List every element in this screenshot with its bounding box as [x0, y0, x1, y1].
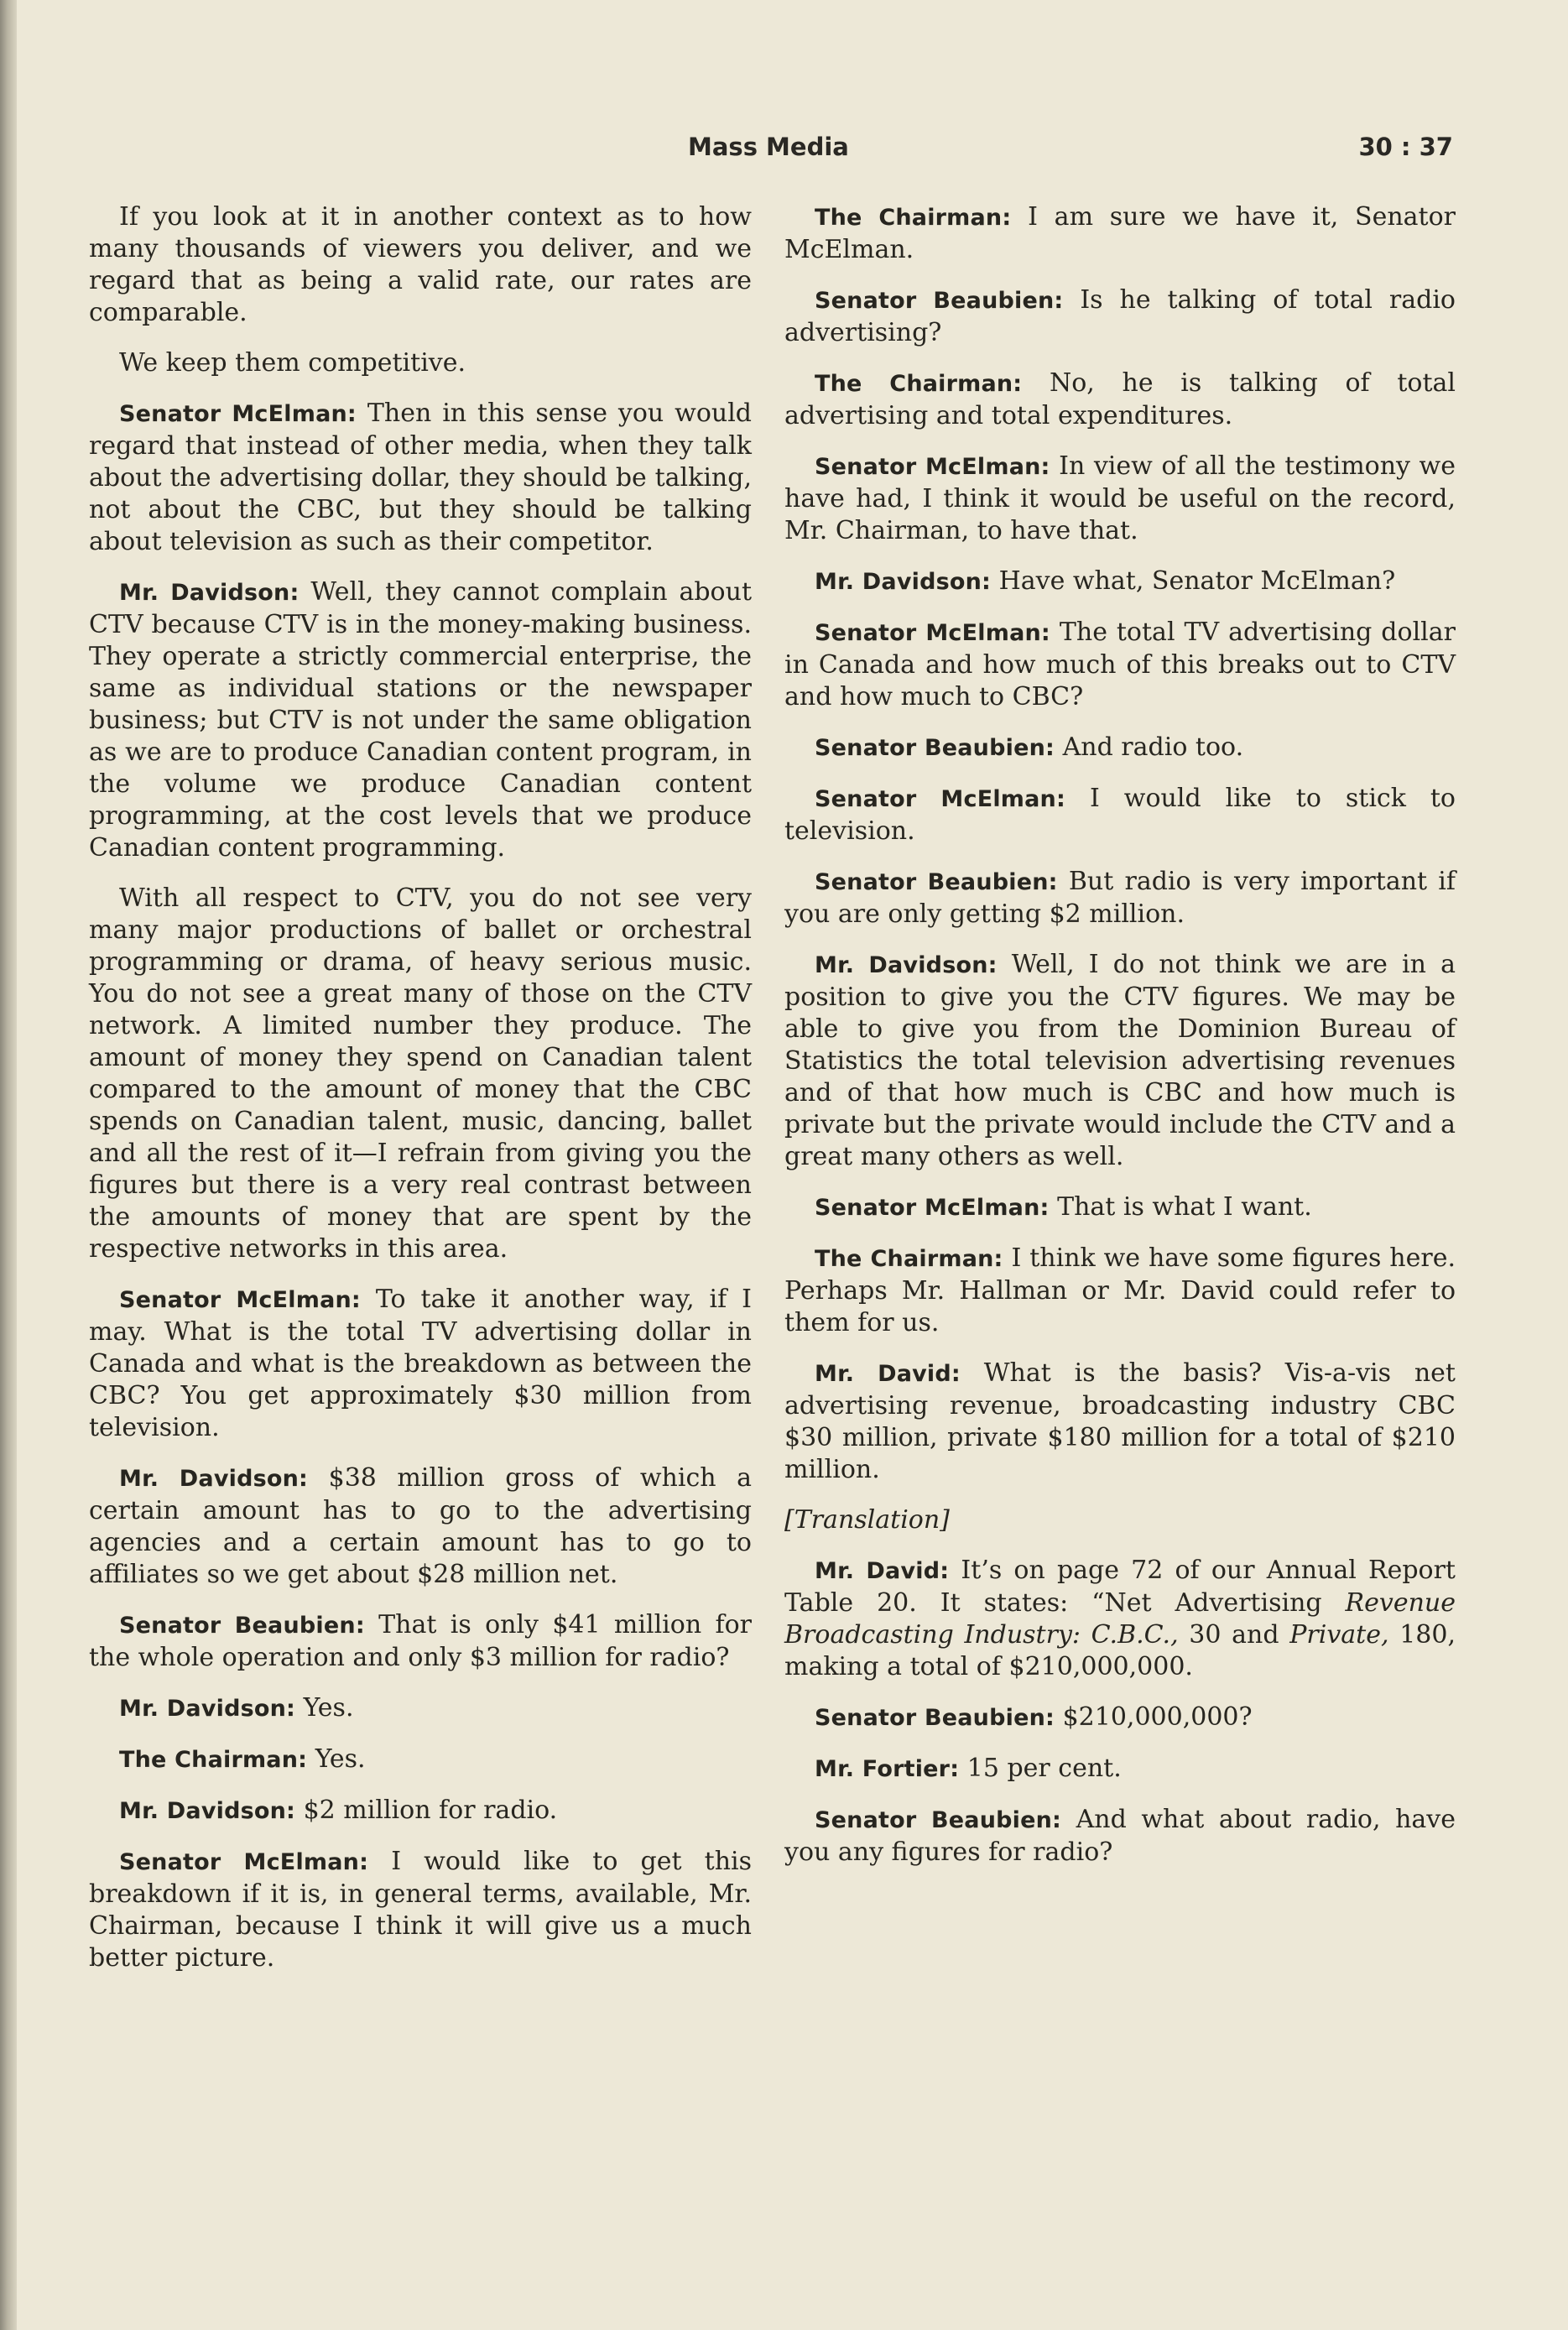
transcript-paragraph: [89, 1795, 752, 1827]
speaker-name: Senator McElman:: [815, 454, 1050, 480]
transcript-paragraph: [784, 284, 1456, 349]
speech-text: But radio is very important if you are only getting $2 million.: [784, 867, 1456, 929]
transcript-paragraph: [89, 398, 752, 558]
speaker-name: The Chairman:: [815, 1246, 1003, 1272]
transcript-paragraph: [784, 451, 1456, 547]
transcript-paragraph: [784, 949, 1456, 1173]
transcript-paragraph: [89, 1744, 752, 1776]
speaker-name: Senator Beaubien:: [815, 735, 1055, 761]
speaker-name: Mr. Fortier:: [815, 1756, 960, 1782]
speech-text: Is he talking of total radio advertising?: [784, 285, 1456, 347]
speaker-name: Senator Beaubien:: [119, 1613, 365, 1639]
italic-text: Private,: [1289, 1620, 1389, 1650]
speech-text: That is only $41 million for the whole operation and only $3 million for radio?: [89, 1610, 752, 1672]
speaker-name: Mr. Davidson:: [119, 580, 300, 606]
speech-text: $210,000,000?: [1062, 1702, 1253, 1732]
speaker-name: Senator Beaubien:: [815, 288, 1064, 314]
transcript-paragraph: [784, 783, 1456, 847]
speaker-name: Senator McElman:: [815, 786, 1065, 812]
speech-text: I think we have some figures here. Perhaps Mr. Hallman or Mr. David could refer to them for us.: [784, 1243, 1456, 1337]
speech-text: Have what, Senator McElman?: [998, 566, 1396, 596]
speaker-name: Mr. David:: [815, 1558, 950, 1584]
transcript-paragraph: [89, 883, 752, 1265]
transcript-paragraph: [89, 1846, 752, 1974]
transcript-paragraph: [89, 1284, 752, 1444]
speech-text: $38 million gross of which a certain amount has to go to the advertising agencies and a certain amount has to go to affiliates so we get about $28 million net.: [89, 1463, 752, 1589]
speech-text: Well, they cannot complain about CTV because CTV is in the money-making business. They operate a strictly commercial enterprise, the same as individual stations or the newspaper business; but CTV is not under the same obligation as we are to produce Canadian content program, in the volume we produce Canadian content programming, at the cost levels that we produce Canadian content programming.: [89, 577, 752, 863]
speech-text: It’s on page 72 of our Annual Report Table 20. It states: “Net Advertising: [784, 1556, 1456, 1618]
speaker-name: Senator Beaubien:: [815, 1705, 1055, 1731]
left-column: [89, 201, 752, 1993]
speaker-name: Senator McElman:: [815, 1195, 1050, 1221]
speech-text: Yes.: [303, 1693, 354, 1723]
transcript-paragraph: [784, 201, 1456, 266]
transcript-paragraph: [784, 866, 1456, 930]
speaker-name: Mr. David:: [815, 1361, 961, 1387]
transcript-paragraph: [784, 1243, 1456, 1339]
speech-text: Well, I do not think we are in a position to give you the CTV figures. We may be able to give you from the Dominion Bureau of Statistics the total television advertising revenues and of that how much is CBC and how much is private but the private would include the CTV and a great many others as well.: [784, 950, 1456, 1171]
transcript-paragraph: [784, 1753, 1456, 1785]
speech-text: I am sure we have it, Senator McElman.: [784, 202, 1456, 264]
transcript-paragraph: [784, 1504, 1456, 1536]
speaker-name: Senator Beaubien:: [815, 1807, 1062, 1833]
translation-label: [Translation]: [784, 1505, 950, 1535]
transcript-paragraph: [784, 732, 1456, 764]
transcript-paragraph: [89, 576, 752, 864]
transcript-paragraph: [89, 1692, 752, 1725]
transcript-paragraph: [89, 201, 752, 329]
page-number: 30 : 37: [1358, 133, 1453, 161]
speech-text: What is the basis? Vis-a-vis net advertising revenue, broadcasting industry CBC $30 million, private $180 million for a total of $210 million.: [784, 1358, 1456, 1484]
speaker-name: Senator McElman:: [119, 1849, 369, 1875]
italic-text: Revenue Broadcasting Industry: C.B.C.,: [784, 1588, 1456, 1650]
speech-text: Yes.: [315, 1744, 366, 1774]
speech-text: To take it another way, if I may. What is the total TV advertising dollar in Canada and what is the breakdown as between the CBC? You get approximately $30 million from television.: [89, 1285, 753, 1442]
speech-text: Then in this sense you would regard that instead of other media, when they talk about the advertising dollar, they should be talking, not about the CBC, but they should be talking about television as such as their competitor.: [89, 399, 753, 556]
transcript-paragraph: [89, 1609, 752, 1674]
speaker-name: Mr. Davidson:: [815, 952, 998, 978]
page-header: [0, 126, 1568, 168]
speaker-name: Mr. Davidson:: [119, 1466, 309, 1492]
speech-text: We keep them competitive.: [119, 348, 466, 378]
speech-text: And what about radio, have you any figures for radio?: [784, 1805, 1456, 1867]
speaker-name: Senator McElman:: [815, 620, 1050, 646]
transcript-paragraph: [89, 347, 752, 379]
speech-text: With all respect to CTV, you do not see very many major productions of ballet or orchestral programming or drama, of heavy serious music. You do not see a great many of those on the CTV network. A limited number they produce. The amount of money they spend on Canadian talent compared to the amount of money that the CBC spends on Canadian talent, music, dancing, ballet and all the rest of it—I refrain from giving you the figures but there is a very real contrast between the amounts of money that are spent by the respective networks in this area.: [89, 884, 752, 1264]
speaker-name: Senator Beaubien:: [815, 869, 1058, 895]
transcript-paragraph: [784, 617, 1456, 713]
page-title: Mass Media: [688, 133, 849, 161]
speaker-name: The Chairman:: [119, 1747, 308, 1773]
right-column: [784, 201, 1456, 1887]
speech-text: 30 and: [1178, 1620, 1290, 1650]
page-binding-edge: [0, 0, 17, 2330]
speech-text: That is what I want.: [1057, 1192, 1312, 1222]
speaker-name: Mr. Davidson:: [815, 569, 992, 595]
transcript-paragraph: [784, 566, 1456, 598]
speech-text: I would like to get this breakdown if it is, in general terms, available, Mr. Chairman, because I think it will give us a much better picture.: [89, 1847, 753, 1973]
speech-text: I would like to stick to television.: [784, 784, 1456, 846]
transcript-paragraph: [784, 367, 1456, 432]
speech-text: The total TV advertising dollar in Canada and how much of this breaks out to CTV and how much to CBC?: [784, 618, 1456, 712]
speaker-name: Mr. Davidson:: [119, 1696, 296, 1722]
speech-text: If you look at it in another context as to how many thousands of viewers you deliver, and we regard that as being a valid rate, our rates are comparable.: [89, 202, 752, 327]
transcript-paragraph: [784, 1358, 1456, 1486]
transcript-paragraph: [784, 1804, 1456, 1869]
speech-text: No, he is talking of total advertising and total expenditures.: [784, 368, 1456, 430]
transcript-paragraph: [784, 1191, 1456, 1224]
speech-text: 180, making a total of $210,000,000.: [784, 1620, 1456, 1681]
speaker-name: Mr. Davidson:: [119, 1798, 296, 1824]
transcript-paragraph: [89, 1462, 752, 1591]
speech-text: 15 per cent.: [966, 1754, 1122, 1783]
speaker-name: The Chairman:: [815, 205, 1012, 231]
speech-text: In view of all the testimony we have had, I think it would be useful on the record, Mr. Chairman, to have that.: [784, 451, 1456, 545]
transcript-paragraph: [784, 1702, 1456, 1734]
speaker-name: Senator McElman:: [119, 401, 357, 427]
speech-text: And radio too.: [1062, 732, 1244, 762]
speech-text: $2 million for radio.: [303, 1796, 558, 1825]
speaker-name: Senator McElman:: [119, 1287, 361, 1313]
transcript-paragraph: [784, 1555, 1456, 1683]
speaker-name: The Chairman:: [815, 371, 1023, 397]
